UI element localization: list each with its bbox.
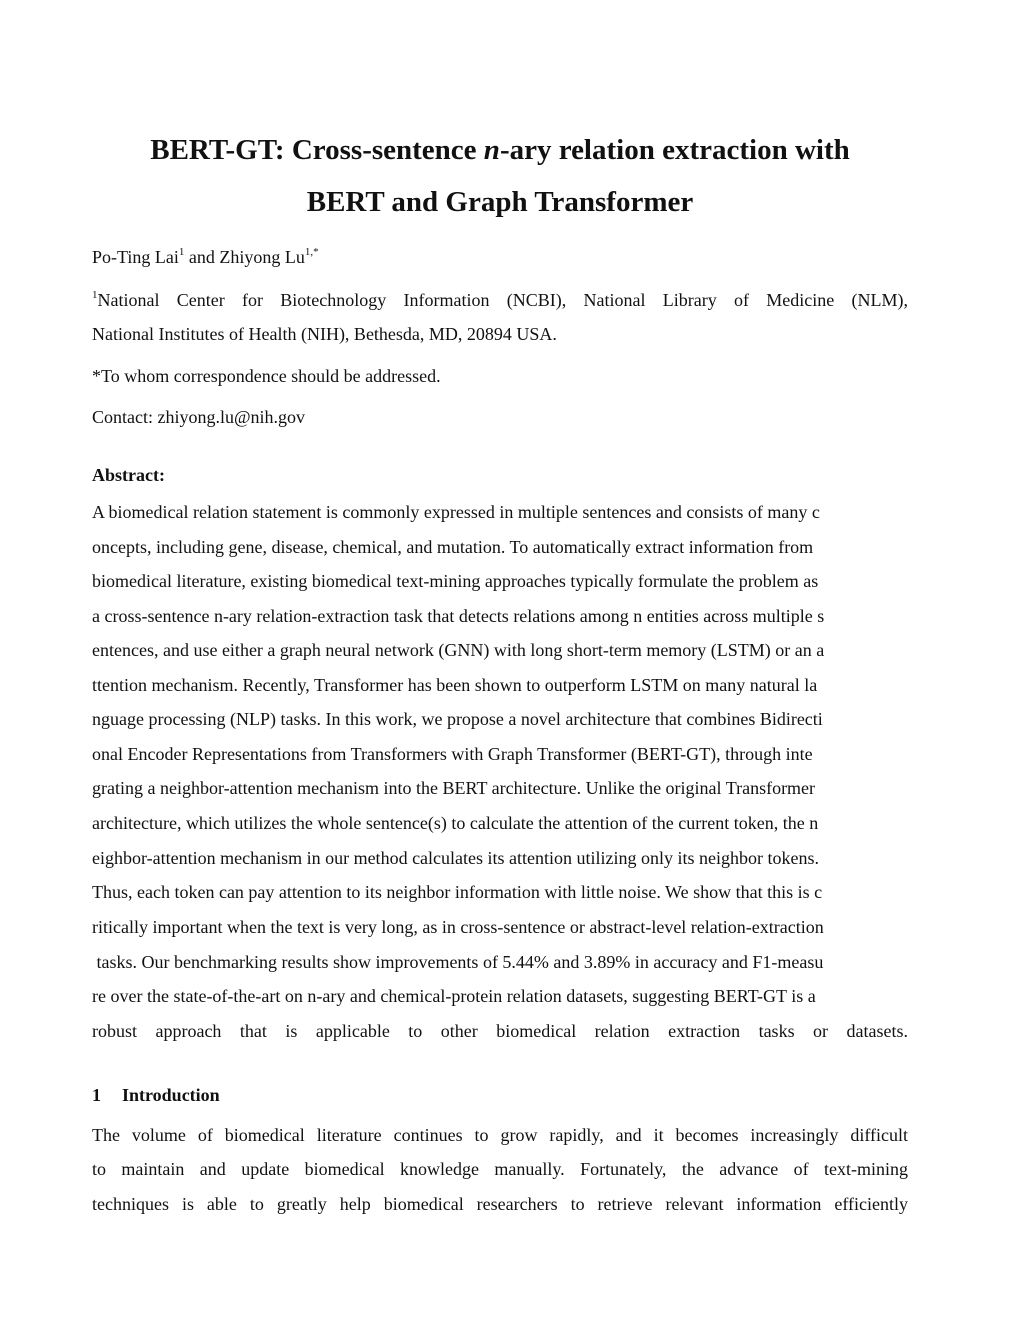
- correspondence-note: *To whom correspondence should be addressed.: [92, 366, 441, 386]
- abstract-line: onal Encoder Representations from Transformers with Graph Transformer (BERT-GT), through inte: [92, 744, 813, 764]
- title-line-1: BERT-GT: Cross-sentence n-ary relation extraction with: [150, 134, 850, 166]
- abstract-line: nguage processing (NLP) tasks. In this work, we propose a novel architecture that combines Bidirecti: [92, 709, 823, 729]
- affiliation-line-2: National Institutes of Health (NIH), Bethesda, MD, 20894 USA.: [92, 324, 557, 344]
- abstract-line: ttention mechanism. Recently, Transformer has been shown to outperform LSTM on many natural la: [92, 675, 818, 695]
- abstract-line: tasks. Our benchmarking results show improvements of 5.44% and 3.89% in accuracy and F1-measu: [92, 952, 824, 972]
- abstract-line: architecture, which utilizes the whole sentence(s) to calculate the attention of the current token, the n: [92, 813, 819, 833]
- abstract-line: Thus, each token can pay attention to its neighbor information with little noise. We show that this is c: [92, 882, 823, 902]
- abstract-line: A biomedical relation statement is commonly expressed in multiple sentences and consists of many c: [92, 502, 820, 522]
- abstract-line: oncepts, including gene, disease, chemical, and mutation. To automatically extract information from: [92, 537, 814, 557]
- abstract-line: ritically important when the text is very long, as in cross-sentence or abstract-level relation-extraction: [92, 917, 824, 937]
- contact-email: Contact: zhiyong.lu@nih.gov: [92, 407, 306, 427]
- abstract-line: a cross-sentence n-ary relation-extraction task that detects relations among n entities across multiple s: [92, 606, 825, 626]
- authors: Po-Ting Lai$^1$ and Zhiyong $Lu^{1,*}$: [92, 246, 319, 267]
- abstract-line: entences, and use either a graph neural network (GNN) with long short-term memory (LSTM) or an a: [92, 640, 825, 660]
- section-title: Introduction: [122, 1085, 220, 1105]
- title-line-2: BERT and Graph Transformer: [306, 186, 694, 218]
- affiliation-line-1: $^1$National Center for Biotechnology Information (NCBI), National Library of Medicine (NLM),: [92, 289, 908, 310]
- title-italic-n: n: [483, 134, 500, 166]
- abstract-line: grating a neighbor-attention mechanism into the BERT architecture. Unlike the original Transformer: [92, 778, 816, 798]
- abstract-line: biomedical literature, existing biomedical text-mining approaches typically formulate the problem as: [92, 571, 819, 591]
- abstract-line: eighbor-attention mechanism in our method calculates its attention utilizing only its neighbor tokens.: [92, 848, 819, 868]
- intro-line: to maintain and update biomedical knowledge manually. Fortunately, the advance of text-mining: [92, 1159, 908, 1179]
- abstract-line: re over the state-of-the-art on n-ary and chemical-protein relation datasets, suggesting BERT-GT is a: [92, 986, 816, 1006]
- intro-line: The volume of biomedical literature continues to grow rapidly, and it becomes increasingly difficult: [92, 1125, 908, 1145]
- abstract-heading: Abstract:: [92, 465, 165, 485]
- section-heading-introduction: [92, 1086, 908, 1104]
- abstract-line: robust approach that is applicable to other biomedical relation extraction tasks or datasets.: [92, 1021, 908, 1041]
- section-number: 1: [92, 1085, 101, 1105]
- intro-line: techniques is able to greatly help biomedical researchers to retrieve relevant information efficiently: [92, 1194, 908, 1214]
